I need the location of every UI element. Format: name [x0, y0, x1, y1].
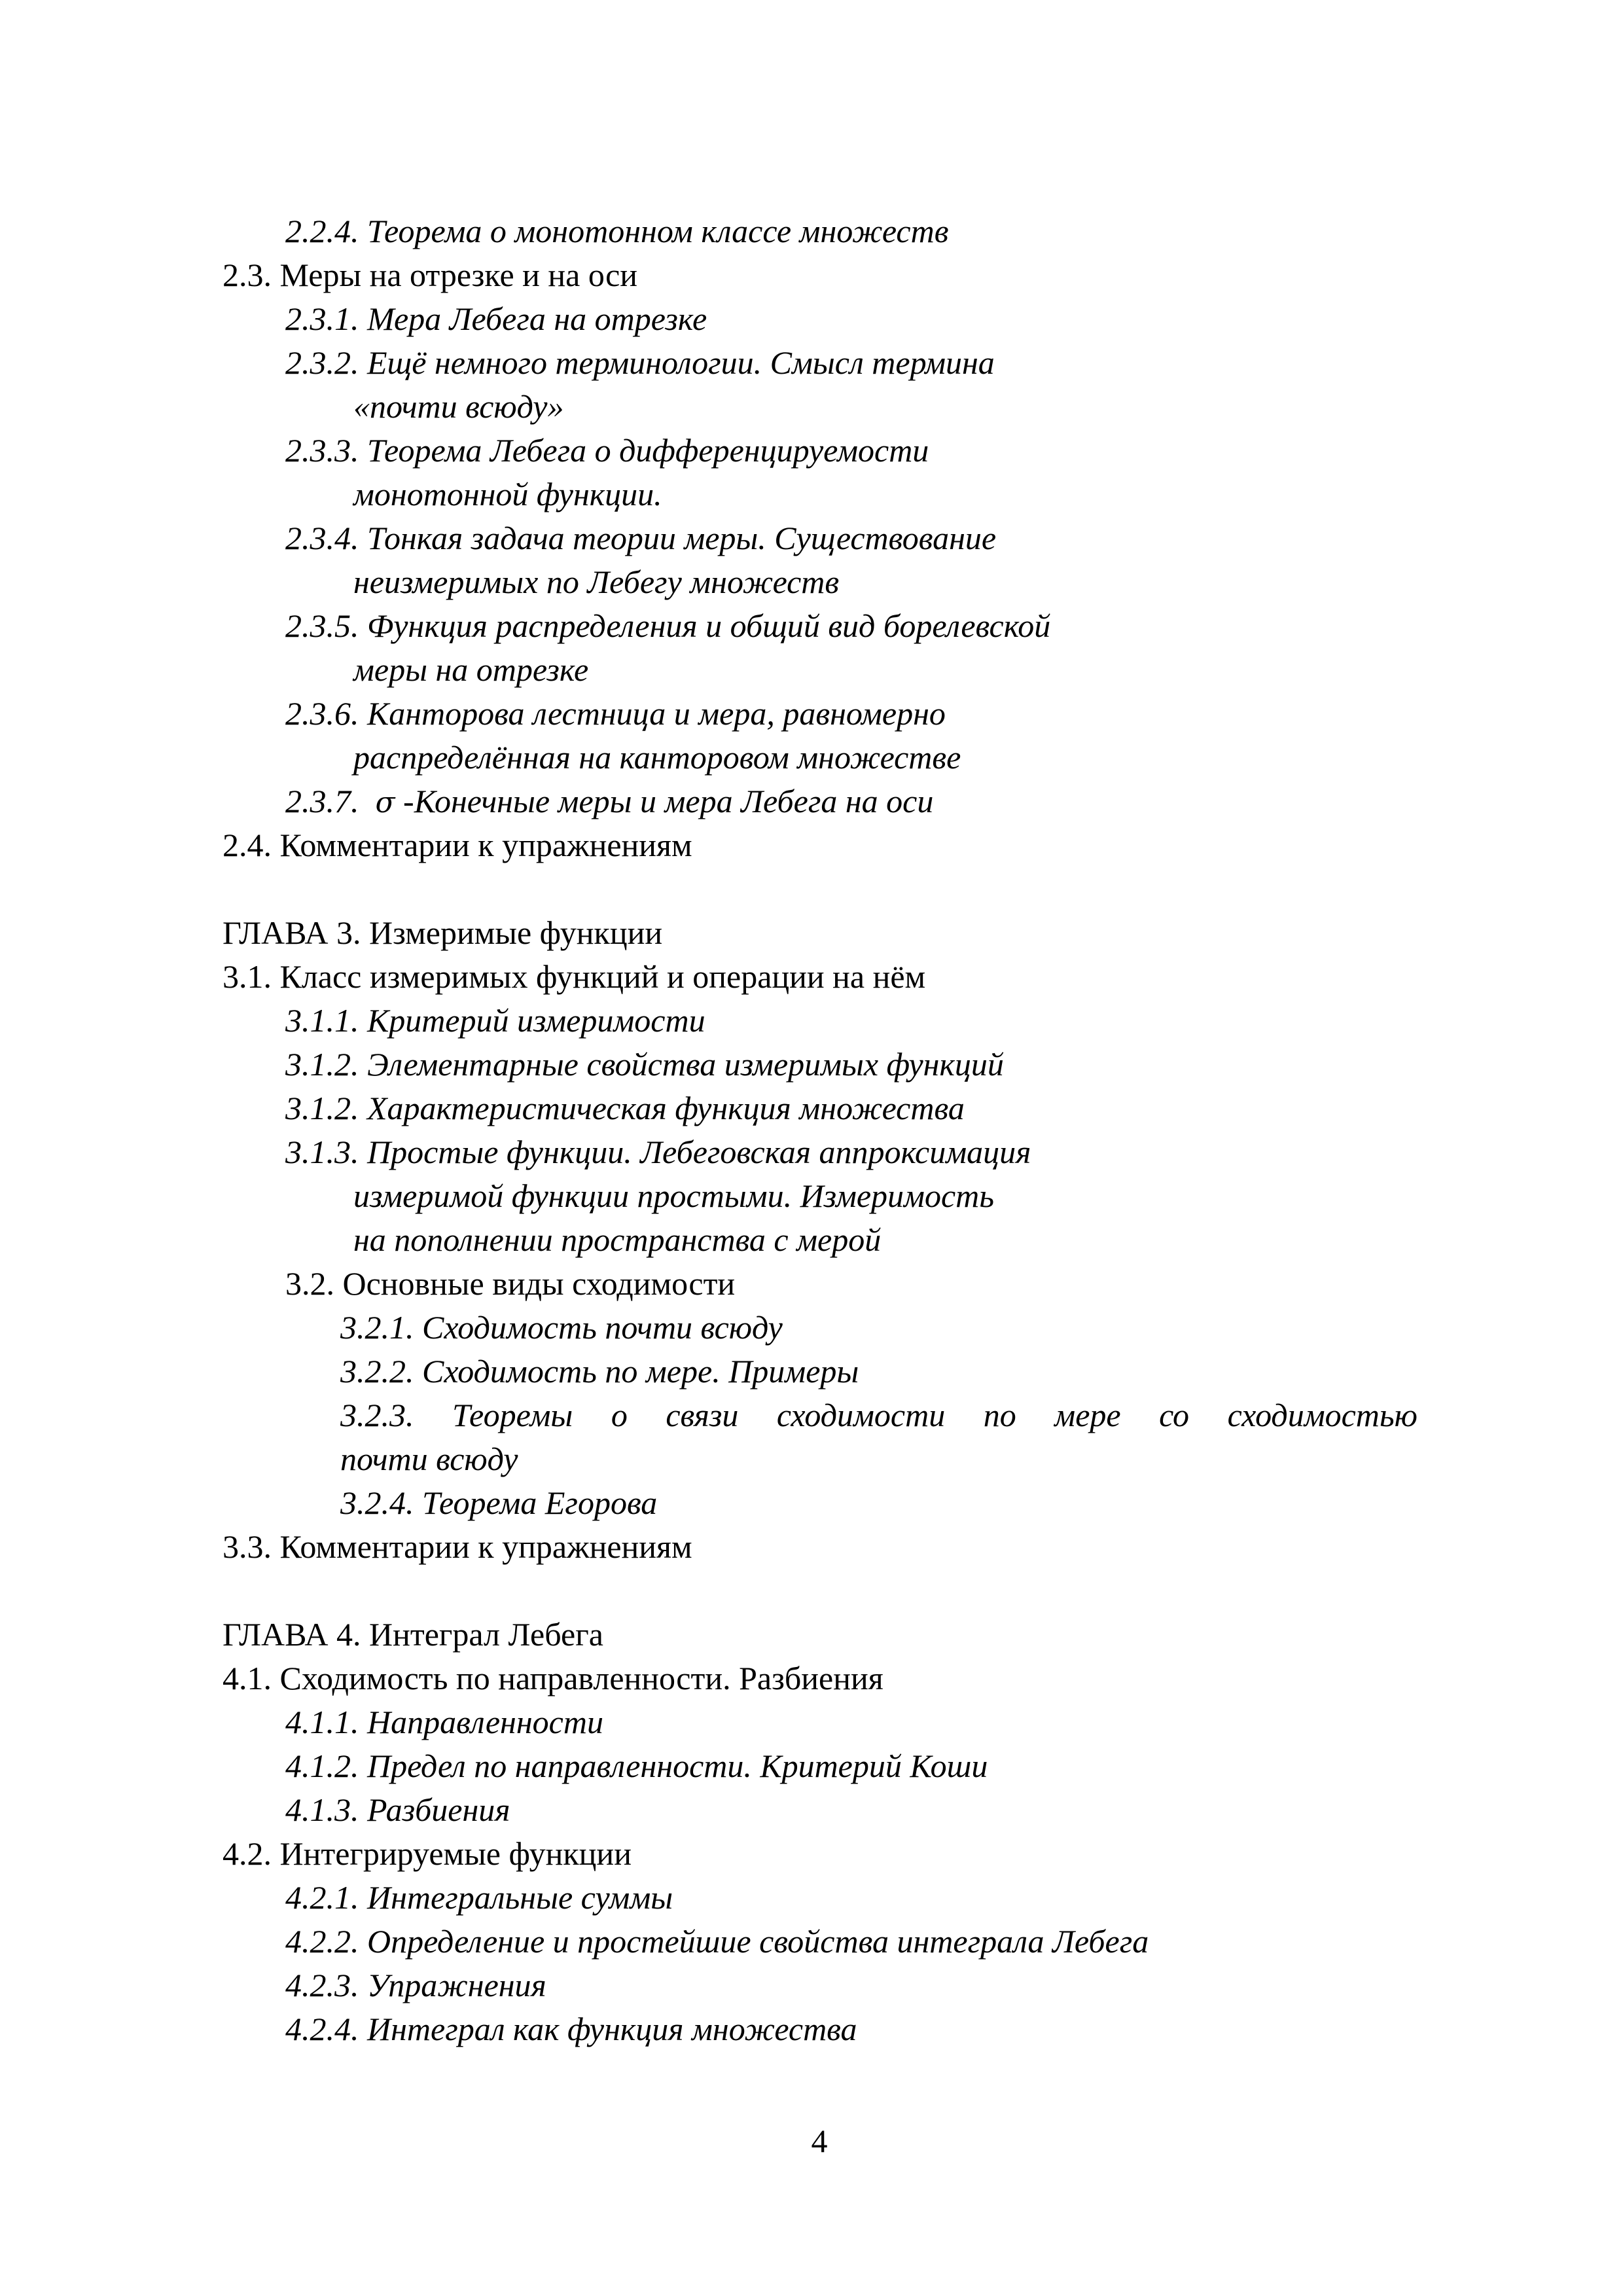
toc-entry-4-2-4: 4.2.4. Интеграл как функция множества — [285, 2011, 857, 2047]
toc-entry-2-3-5: 2.3.5. Функция распределения и общий вид борелевской — [285, 607, 1051, 644]
sigma-symbol: σ — [375, 786, 395, 819]
toc-section-2-3: 2.3. Меры на отрезке и на оси — [223, 257, 638, 293]
toc-entry-3-2-4: 3.2.4. Теорема Егорова — [340, 1484, 658, 1521]
toc-entry-3-1-3-cont1: измеримой функции простыми. Измеримость — [353, 1177, 995, 1214]
toc-entry-2-3-4-cont: неизмеримых по Лебегу множеств — [353, 564, 840, 600]
page-number: 4 — [811, 2123, 828, 2159]
toc-section-2-4: 2.4. Комментарии к упражнениям — [223, 827, 692, 863]
word: со — [1159, 1397, 1190, 1433]
toc-chapter-4: ГЛАВА 4. Интеграл Лебега — [223, 1616, 603, 1653]
toc-entry-4-1-2: 4.1.2. Предел по направленности. Критерий Коши — [285, 1748, 988, 1784]
toc-entry-3-1-3-cont2: на пополнении пространства с мерой — [353, 1221, 882, 1258]
toc-entry-2-3-6-cont: распределённая на канторовом множестве — [353, 739, 961, 776]
word: о — [611, 1397, 628, 1433]
toc-entry-3-2-3-cont: почти всюду — [340, 1441, 518, 1477]
toc-entry-2-2-4: 2.2.4. Теорема о монотонном классе множеств — [285, 213, 949, 249]
toc-entry-2-3-3: 2.3.3. Теорема Лебега о дифференцируемости — [285, 432, 929, 469]
word: Теоремы — [452, 1397, 573, 1433]
entry-text: -Конечные меры и мера Лебега на оси — [403, 783, 934, 819]
toc-entry-2-3-2: 2.3.2. Ещё немного терминологии. Смысл термина — [285, 344, 995, 381]
word: 3.2.3. — [340, 1397, 414, 1433]
toc-section-4-2: 4.2. Интегрируемые функции — [223, 1835, 632, 1872]
toc-section-4-1: 4.1. Сходимость по направленности. Разбиения — [223, 1660, 883, 1696]
toc-entry-2-3-5-cont: меры на отрезке — [353, 651, 589, 688]
word: сходимости — [776, 1397, 946, 1433]
toc-entry-4-1-3: 4.1.3. Разбиения — [285, 1791, 510, 1828]
toc-entry-3-1-2a: 3.1.2. Элементарные свойства измеримых функций — [285, 1046, 1004, 1083]
toc-entry-2-3-2-cont: «почти всюду» — [353, 388, 564, 425]
toc-entry-4-2-1: 4.2.1. Интегральные суммы — [285, 1879, 673, 1916]
toc-entry-3-2-1: 3.2.1. Сходимость почти всюду — [340, 1309, 783, 1346]
toc-chapter-3: ГЛАВА 3. Измеримые функции — [223, 914, 663, 951]
toc-entry-3-1-3: 3.1.3. Простые функции. Лебеговская аппроксимация — [285, 1134, 1031, 1170]
word: мере — [1054, 1397, 1121, 1433]
toc-entry-2-3-1: 2.3.1. Мера Лебега на отрезке — [285, 300, 707, 337]
toc-entry-3-1-2b: 3.1.2. Характеристическая функция множества — [285, 1090, 965, 1126]
toc-section-3-1: 3.1. Класс измеримых функций и операции на нём — [223, 958, 926, 995]
toc-entry-3-2-3 — [340, 1393, 1418, 1437]
word: сходимостью — [1227, 1397, 1418, 1433]
word: по — [983, 1397, 1016, 1433]
toc-entry-2-3-7 — [285, 780, 933, 823]
toc-entry-2-3-6: 2.3.6. Канторова лестница и мера, равномерно — [285, 695, 946, 732]
toc-entry-2-3-4: 2.3.4. Тонкая задача теории меры. Существование — [285, 520, 997, 556]
toc-section-3-2: 3.2. Основные виды сходимости — [285, 1265, 736, 1302]
toc-entry-4-2-2: 4.2.2. Определение и простейшие свойства интеграла Лебега — [285, 1923, 1149, 1960]
word: связи — [666, 1397, 739, 1433]
toc-entry-3-1-1: 3.1.1. Критерий измеримости — [285, 1002, 705, 1039]
toc-entry-3-2-2: 3.2.2. Сходимость по мере. Примеры — [340, 1353, 859, 1390]
toc-entry-4-1-1: 4.1.1. Направленности — [285, 1704, 603, 1740]
toc-entry-2-3-3-cont: монотонной функции. — [353, 476, 662, 512]
toc-entry-4-2-3: 4.2.3. Упражнения — [285, 1967, 546, 2003]
toc-section-3-3: 3.3. Комментарии к упражнениям — [223, 1528, 692, 1565]
entry-number: 2.3.7. — [285, 783, 359, 819]
